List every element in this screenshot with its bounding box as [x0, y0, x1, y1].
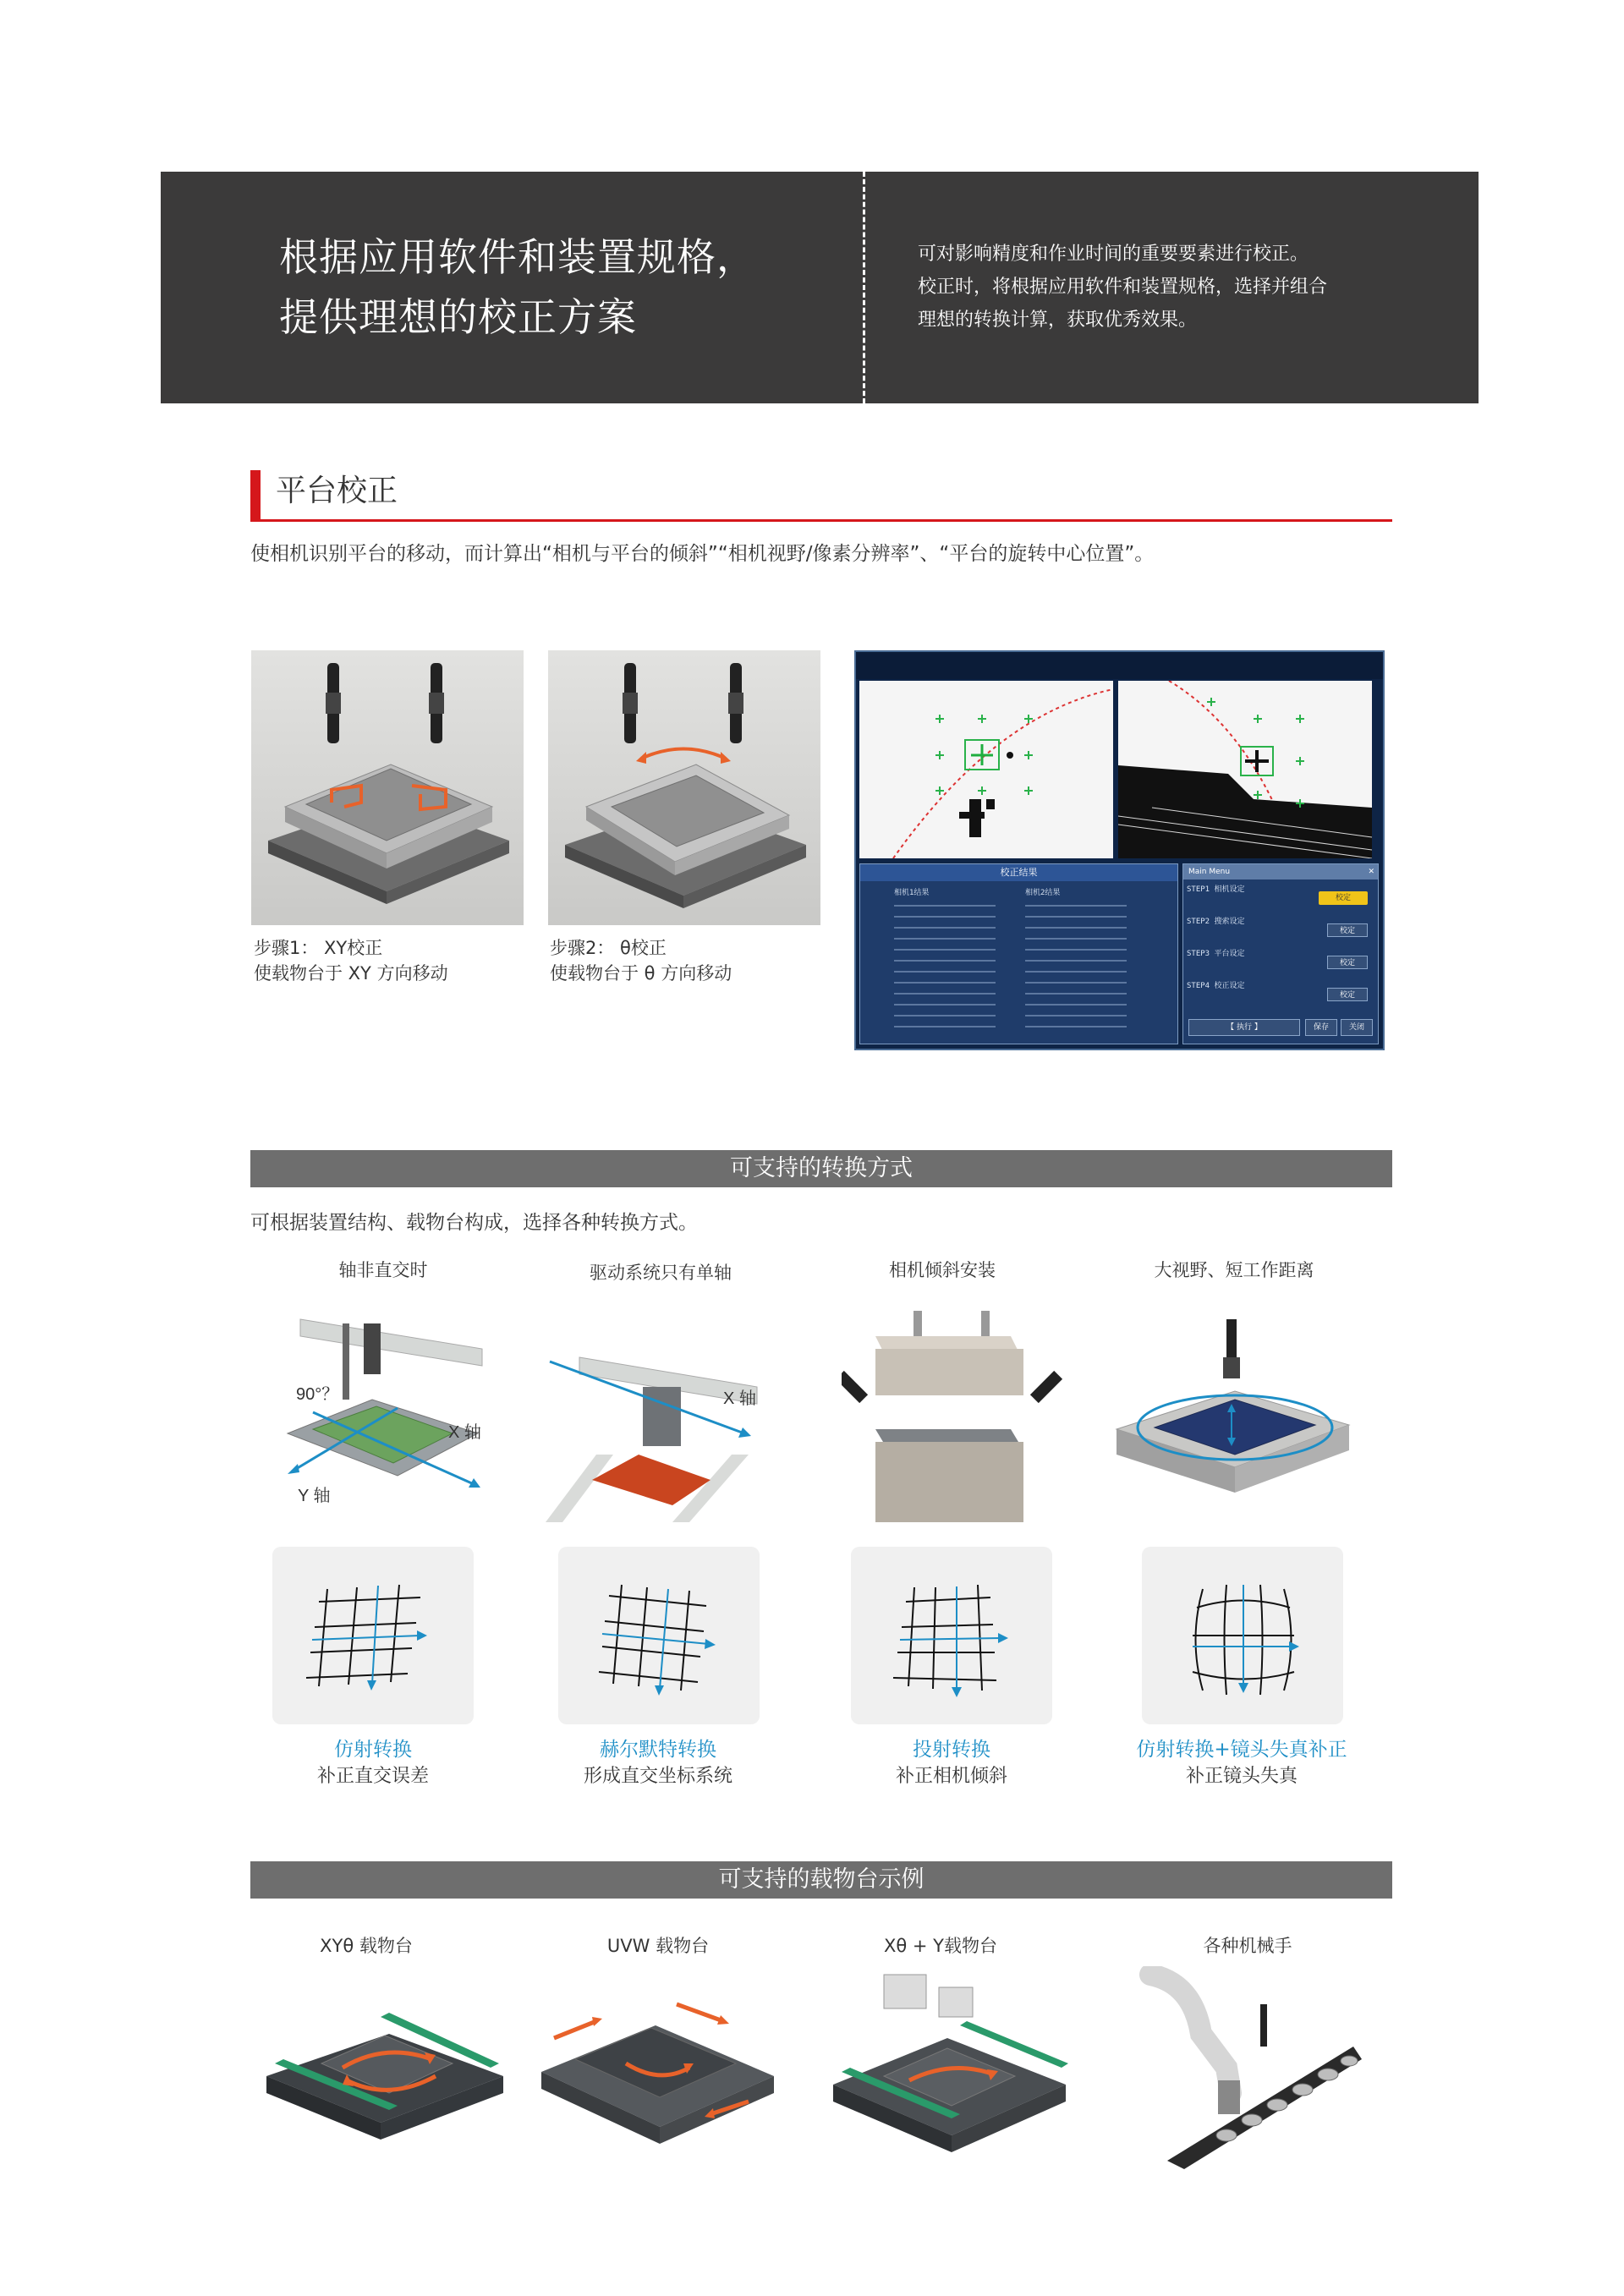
conversion-col3-title: 相机倾斜安装: [889, 1260, 996, 1280]
menu-step3[interactable]: STEP3 平台设定: [1187, 950, 1245, 958]
step1-ok-button[interactable]: 校定: [1319, 891, 1368, 905]
method4-desc: 补正镜头失真: [1185, 1766, 1298, 1787]
step2-caption: [550, 935, 732, 986]
helmert-grid-icon: [558, 1547, 760, 1724]
camera2-crosshair-view: [1118, 681, 1372, 858]
close-button[interactable]: 关闭: [1341, 1019, 1373, 1036]
step1-caption: [254, 935, 448, 986]
hero-description: [918, 238, 1425, 337]
method2-name: 赫尔默特转换: [600, 1739, 716, 1761]
hero-banner: [161, 172, 1479, 403]
camera2-view: [1118, 681, 1372, 858]
robot-arm-drawing: [1133, 1966, 1362, 2169]
projective-grid-icon: [851, 1547, 1052, 1724]
step1-desc: 使载物台于 XY 方向移动: [254, 963, 448, 984]
main-menu-panel: [1182, 863, 1379, 1044]
save-button[interactable]: 保存: [1305, 1019, 1337, 1036]
hero-desc-line1: 可对影响精度和作业时间的重要要素进行校正。: [918, 244, 1309, 265]
hero-desc-line2: 校正时，将根据应用软件和装置规格，选择并组合: [918, 277, 1328, 298]
non-orthogonal-illustration: [279, 1307, 499, 1510]
step1-title: 步骤1： XY校正: [254, 938, 383, 958]
section-title: 平台校正: [276, 474, 398, 508]
method3-name: 投射转换: [913, 1739, 990, 1761]
method4-name: 仿射转换+镜头失真补正: [1136, 1739, 1347, 1761]
single-axis-illustration: [546, 1336, 774, 1522]
angle-label: 90°？: [296, 1385, 339, 1404]
step2-ok-button[interactable]: 校定: [1327, 923, 1368, 937]
conversion-col1-title: 轴非直交时: [338, 1260, 428, 1280]
menu-step1[interactable]: STEP1 相机设定: [1187, 885, 1245, 894]
menu-title-bar: [1183, 864, 1378, 879]
conversion-col2-title: 驱动系统只有单轴: [590, 1263, 732, 1283]
projective-grid-card: [851, 1547, 1052, 1724]
method2-desc: 形成直交坐标系统: [583, 1766, 732, 1787]
section-accent-bar: [250, 470, 261, 521]
wide-field-illustration: [1108, 1319, 1353, 1522]
calibration-software-screenshot: [854, 650, 1385, 1050]
distortion-grid-card: [1142, 1547, 1343, 1724]
xy-theta-stage-drawing: [262, 1983, 508, 2161]
cam1-label: 相机1结果: [894, 889, 930, 897]
step4-ok-button[interactable]: 校定: [1327, 988, 1368, 1001]
affine-grid-icon: [272, 1547, 474, 1724]
hero-title-line1: 根据应用软件和装置规格，: [279, 234, 756, 280]
execute-button[interactable]: 【 执行 】: [1188, 1019, 1300, 1036]
hero-divider: [863, 172, 865, 403]
xy-theta-stage-illustration: [262, 1983, 508, 2161]
stages-header: 可支持的载物台示例: [250, 1861, 1392, 1899]
robot-arm-illustration: [1133, 1966, 1362, 2169]
xy-table-drawing: [279, 1307, 499, 1510]
x-theta-y-stage-illustration: [833, 1966, 1070, 2165]
single-axis-drawing: [546, 1336, 774, 1522]
stage1-title: XYθ 载物台: [320, 1936, 413, 1956]
theta-stage-illustration: [548, 650, 820, 925]
conversion-col4-title: 大视野、短工作距离: [1154, 1260, 1314, 1280]
step3-ok-button[interactable]: 校定: [1327, 956, 1368, 969]
x-theta-y-stage-drawing: [833, 1966, 1070, 2165]
cam1-result: [894, 888, 929, 899]
distortion-grid-icon: [1142, 1547, 1343, 1724]
cam2-result: [1025, 888, 1060, 899]
tilted-camera-illustration: [842, 1311, 1070, 1522]
tilted-camera-drawing: [842, 1311, 1070, 1522]
hero-desc-line3: 理想的转换计算，获取优秀效果。: [918, 310, 1198, 331]
affine-grid-card: [272, 1547, 474, 1724]
stage4-title: 各种机械手: [1203, 1936, 1292, 1956]
cam2-label: 相机2结果: [1025, 889, 1061, 897]
uvw-stage-illustration: [541, 1979, 778, 2165]
conversion-description: 可根据装置结构、载物台构成，选择各种转换方式。: [250, 1212, 698, 1234]
uvw-stage-drawing: [541, 1979, 778, 2165]
cam1-values-placeholder: [894, 905, 996, 1032]
hero-title: [279, 227, 804, 348]
stage3-title: Xθ + Y载物台: [883, 1936, 997, 1956]
menu-step4[interactable]: STEP4 校正设定: [1187, 982, 1245, 990]
step2-desc: 使载物台于 θ 方向移动: [550, 963, 732, 984]
section-underline: [250, 519, 1392, 522]
section-description: 使相机识别平台的移动，而计算出“相机与平台的倾斜”“相机视野/像素分辨率”、“平台的旋转中心位置”。: [250, 543, 1155, 565]
camera1-crosshair-view: [859, 681, 1113, 858]
helmert-grid-card: [558, 1547, 760, 1724]
method3-desc: 补正相机倾斜: [895, 1766, 1007, 1787]
step2-title: 步骤2： θ校正: [550, 938, 667, 958]
result-title: 校正结果: [860, 864, 1177, 881]
stage2-title: UVW 载物台: [606, 1936, 710, 1956]
cam2-values-placeholder: [1025, 905, 1127, 1032]
camera1-view: [859, 681, 1113, 858]
result-panel: [859, 863, 1178, 1044]
theta-calibration-photo: [548, 650, 820, 925]
y-axis-label: Y 轴: [298, 1487, 331, 1505]
method1-name: 仿射转换: [334, 1739, 412, 1761]
menu-step2[interactable]: STEP2 搜索设定: [1187, 918, 1245, 926]
close-icon[interactable]: ✕: [1368, 868, 1374, 876]
menu-title: Main Menu: [1188, 868, 1231, 876]
conversion-header: 可支持的转换方式: [250, 1150, 1392, 1187]
xy-calibration-photo: [251, 650, 524, 925]
xy-stage-illustration: [251, 650, 524, 925]
method1-desc: 补正直交误差: [316, 1766, 429, 1787]
wide-field-drawing: [1108, 1319, 1353, 1522]
x-axis-label-2: X 轴: [723, 1389, 756, 1408]
hero-title-line2: 提供理想的校正方案: [279, 294, 637, 340]
x-axis-label: X 轴: [448, 1423, 481, 1442]
